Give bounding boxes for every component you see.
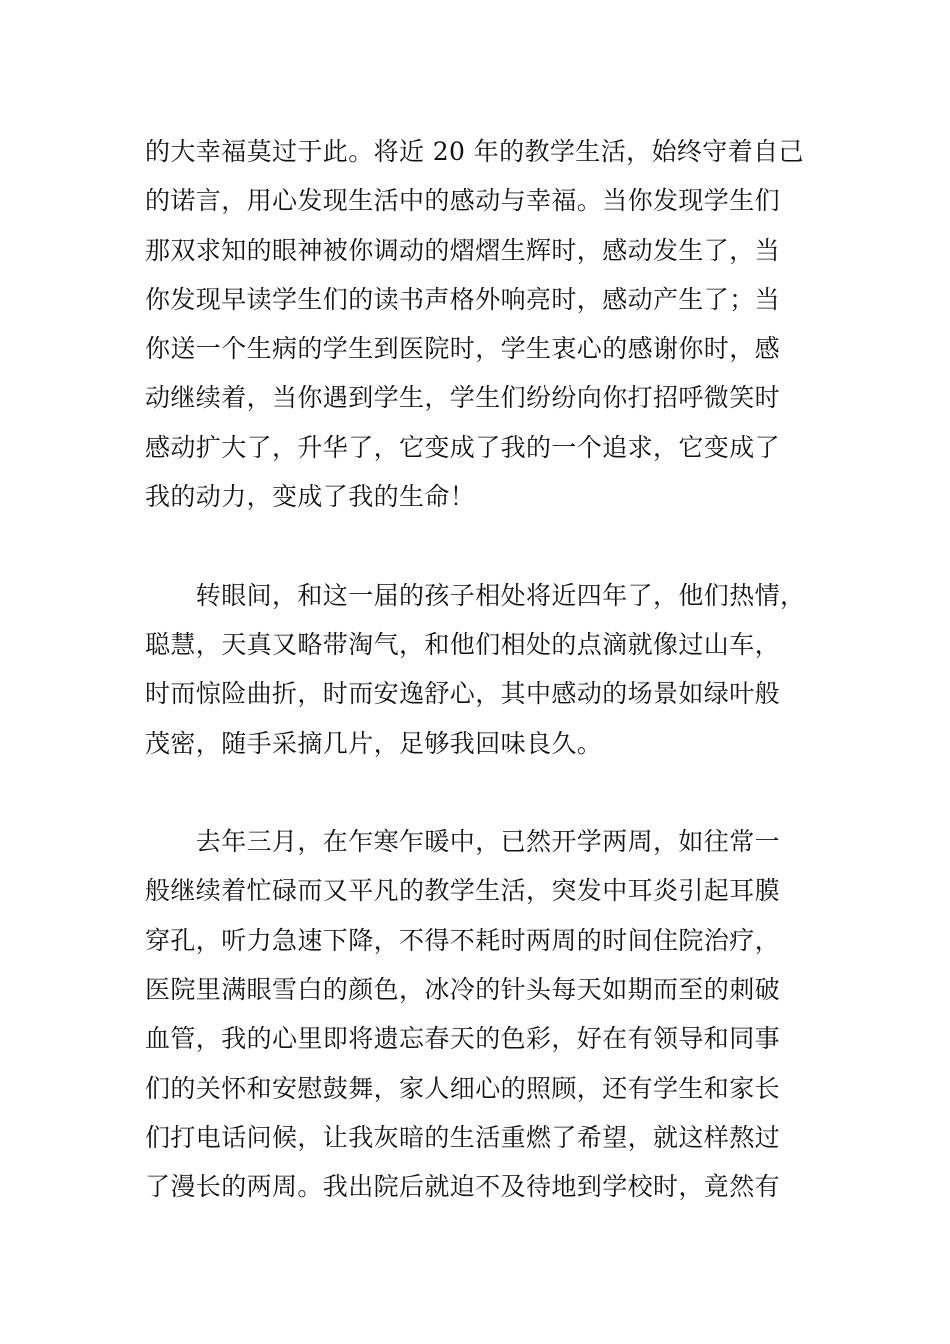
paragraph-2-line-2: 聪慧，天真又略带淘气，和他们相处的点滴就像过山车， (145, 630, 781, 659)
paragraph-3-line-4: 医院里满眼雪白的颜色，冰冷的针头每天如期而至的刺破 (145, 975, 781, 1004)
paragraph-1-line-3: 那双求知的眼神被你调动的熠熠生辉时，感动发生了，当 (145, 236, 781, 265)
paragraph-3-line-3: 穿孔，听力急速下降，不得不耗时两周的时间住院治疗， (145, 926, 781, 955)
paragraph-3-line-1: 去年三月，在乍寒乍暖中，已然开学两周，如往常一 (145, 827, 781, 856)
paragraph-1-line-4: 你发现早读学生们的读书声格外响亮时，感动产生了；当 (145, 285, 781, 314)
paragraph-3-line-5: 血管，我的心里即将遗忘春天的色彩，好在有领导和同事 (145, 1024, 781, 1053)
paragraph-1-line-7: 感动扩大了，升华了，它变成了我的一个追求，它变成了 (145, 433, 781, 462)
paragraph-1-line-1: 的大幸福莫过于此。将近 20 年的教学生活，始终守着自己 (145, 137, 804, 166)
paragraph-3-line-6: 们的关怀和安慰鼓舞，家人细心的照顾，还有学生和家长 (145, 1074, 781, 1103)
paragraph-1-line-6: 动继续着，当你遇到学生，学生们纷纷向你打招呼微笑时 (145, 383, 781, 412)
paragraph-2-line-4: 茂密，随手采摘几片，足够我回味良久。 (145, 729, 603, 758)
paragraph-1-line-5: 你送一个生病的学生到医院时，学生衷心的感谢你时，感 (145, 334, 781, 363)
paragraph-2-line-1: 转眼间，和这一届的孩子相处将近四年了，他们热情， (145, 581, 806, 610)
paragraph-2-line-3: 时而惊险曲折，时而安逸舒心，其中感动的场景如绿叶般 (145, 679, 781, 708)
paragraph-3-line-8: 了漫长的两周。我出院后就迫不及待地到学校时，竟然有 (145, 1172, 781, 1201)
paragraph-3-line-7: 们打电话问候，让我灰暗的生活重燃了希望，就这样熬过 (145, 1123, 781, 1152)
paragraph-1-line-8: 我的动力，变成了我的生命！ (145, 482, 476, 511)
paragraph-3-line-2: 般继续着忙碌而又平凡的教学生活，突发中耳炎引起耳膜 (145, 876, 781, 905)
paragraph-1-line-2: 的诺言，用心发现生活中的感动与幸福。当你发现学生们 (145, 186, 781, 215)
